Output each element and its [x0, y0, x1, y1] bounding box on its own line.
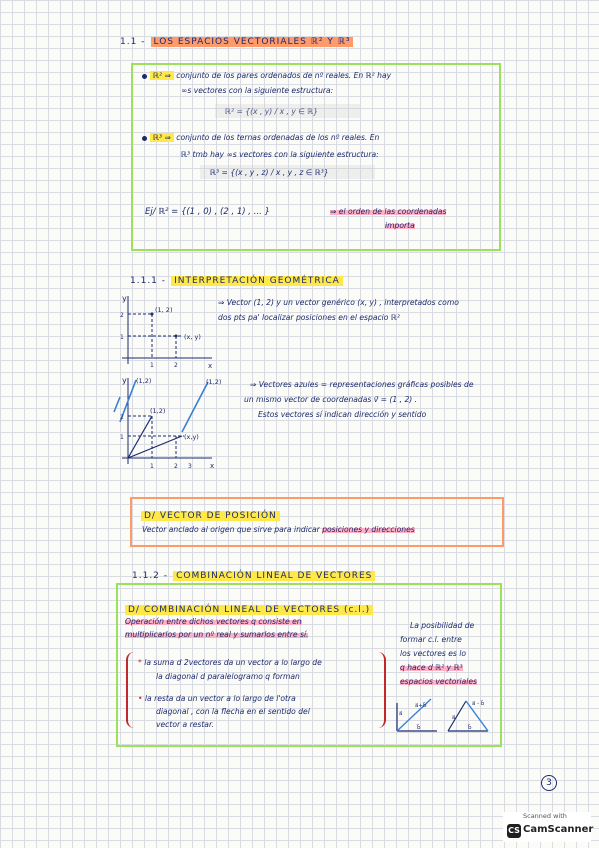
bullet1-line2: la diagonal d paralelogramo q forman — [156, 672, 300, 681]
x-tick: 1 — [150, 463, 154, 470]
r3-head: ℝ³ ⇒ — [150, 133, 174, 142]
section2-heading — [130, 268, 343, 287]
right-line1: La posibilidad de — [410, 621, 475, 630]
bullet-icon — [142, 74, 147, 79]
interp2-line3: Estos vectores sí indican dirección y sentido — [258, 410, 427, 419]
section2-number: 1.1.1 - — [130, 276, 167, 286]
vector-b-line — [128, 436, 182, 458]
section1-heading — [120, 29, 353, 48]
camscanner-name: CamScanner — [523, 824, 594, 835]
section3-number: 1.1.2 - — [132, 571, 169, 581]
blue-vector-small — [114, 397, 120, 412]
box3-intro-line2: multiplicarlos por un nº real y sumarlos entre sí. — [125, 630, 309, 639]
bullet2-line1: la resta da un vector a lo largo de l'otra — [144, 694, 296, 703]
bullet2 — [138, 694, 296, 704]
interp1-line2: dos pts pa' localizar posiciones en el espacio ℝ² — [218, 313, 400, 322]
section3-title: COMBINACIÓN LINEAL DE VECTORES — [173, 571, 375, 581]
point-b-label: (x,y) — [184, 433, 199, 441]
a-label: a⃗ — [452, 715, 456, 721]
y-axis-label: y — [122, 294, 127, 303]
x-tick: 2 — [174, 362, 178, 369]
right-bracket-red — [378, 652, 386, 728]
bullet1 — [138, 658, 322, 668]
r2-head: ℝ² ⇒ — [150, 71, 174, 80]
x-axis-label: x — [210, 462, 215, 470]
box2-title: D/ VECTOR DE POSICIÓN — [141, 503, 280, 522]
left-bracket-red — [126, 652, 134, 728]
blue-vector-right — [182, 382, 208, 432]
example-left: Ej/ ℝ² = {(1 , 0) , (2 , 1) , ... } — [145, 207, 270, 217]
r3-line1: conjunto de los ternas ordenadas de los nº reales. En — [176, 133, 380, 142]
vector-a-line — [128, 416, 152, 458]
bullet-icon — [142, 136, 147, 141]
r3-line2: ℝ³ tmb hay ∞s vectores con la siguiente estructura: — [181, 150, 379, 159]
r2-line2: ∞s vectores con la siguiente estructura: — [181, 86, 334, 95]
section2-title: INTERPRETACIÓN GEOMÉTRICA — [171, 276, 343, 286]
right-line3: los vectores es lo — [400, 649, 467, 658]
diagram-vector-difference — [444, 693, 496, 735]
box2-text-b: posiciones y direcciones — [322, 525, 415, 534]
interp2-line2: un mismo vector de coordenadas v⃗ = (1 , 2) . — [244, 395, 418, 404]
camscanner-logo-icon: CS — [507, 824, 521, 838]
r3-definition — [142, 133, 492, 143]
y-tick: 1 — [120, 434, 124, 441]
bullet2-line2: diagonal , con la flecha en el sentido del — [156, 707, 310, 716]
right-line4: q hace d ℝ² y ℝ³ — [400, 663, 463, 672]
bullet1-line1: la suma d 2vectores da un vector a lo largo de — [144, 658, 322, 667]
diff-label: a⃗ - b⃗ — [472, 701, 485, 707]
box2-text-a: Vector anclado al origen que sirve para indicar — [142, 525, 320, 534]
interp1-line1: ⇒ Vector (1, 2) y un vector genérico (x, y) , interpretados como — [218, 298, 459, 307]
bullet-star-icon: * — [138, 658, 142, 667]
y-axis-label: y — [122, 376, 127, 385]
right-line2: formar c.l. entre — [400, 635, 462, 644]
scanned-with-text: Scanned with — [523, 812, 567, 820]
box3-title: D/ COMBINACIÓN LINEAL DE VECTORES (c.l.) — [125, 597, 373, 616]
right-line5: espacios vectoriales — [400, 677, 477, 686]
graph-free-vectors — [112, 372, 222, 472]
bullet-dot-icon: • — [138, 694, 143, 703]
r3-formula: ℝ³ = {(x , y , z) / x , y , z ∈ ℝ³} — [210, 168, 329, 177]
top-right-label: (1,2) — [206, 378, 222, 386]
x-tick: 3 — [188, 463, 192, 470]
section1-title: LOS ESPACIOS VECTORIALES ℝ² Y ℝ³ — [151, 37, 354, 47]
section1-number: 1.1 - — [120, 37, 146, 47]
sum-label: a⃗+b⃗ — [415, 703, 427, 709]
x-tick: 2 — [174, 463, 178, 470]
x-axis-label: x — [208, 362, 213, 370]
a-label: a⃗ — [399, 711, 403, 717]
section3-heading — [132, 563, 375, 582]
bullet2-line3: vector a restar. — [156, 720, 214, 729]
r2-formula-bg — [215, 104, 360, 118]
box2-text — [142, 525, 415, 535]
camscanner-watermark — [503, 812, 594, 842]
point-b-label: (x, y) — [184, 333, 201, 341]
y-tick: 1 — [120, 334, 124, 341]
page-number: 3 — [541, 775, 557, 791]
r2-formula: ℝ² = {(x , y) / x , y ∈ ℝ} — [225, 107, 319, 116]
example-right-2: importa — [385, 221, 415, 230]
top-left-label: (1,2) — [136, 377, 152, 385]
interp2-line1: ⇒ Vectores azules = representaciones gráficas posibles de — [250, 380, 474, 389]
point-a-label: (1,2) — [150, 407, 166, 415]
point-b — [175, 335, 178, 338]
graph-position-vectors — [112, 292, 220, 374]
diagram-vector-sum — [393, 693, 441, 735]
point-a — [151, 313, 154, 316]
x-tick: 1 — [150, 362, 154, 369]
y-tick: 2 — [120, 312, 124, 319]
r2-line1: conjunto de los pares ordenados de nº reales. En ℝ² hay — [176, 71, 392, 80]
b-label: b⃗ — [468, 725, 472, 731]
box3-intro-line1: Operación entre dichos vectores q consiste en — [125, 617, 302, 626]
y-tick: 2 — [120, 414, 124, 421]
b-label: b⃗ — [417, 725, 421, 731]
point-a-label: (1, 2) — [155, 306, 173, 314]
vector-a-arrow — [448, 701, 466, 731]
r2-definition — [142, 71, 492, 81]
example-right-1: ⇒ el orden de las coordenadas — [330, 207, 447, 216]
